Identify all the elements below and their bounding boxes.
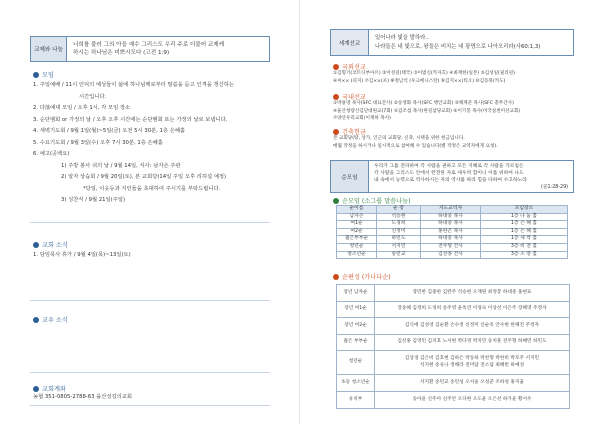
table-row xyxy=(337,375,570,392)
meeting-item: 3) 성찬식 / 9월 21일(주일) xyxy=(61,197,126,203)
world-mission-label: 세계선교 xyxy=(331,30,369,55)
account-title: 교회계좌 xyxy=(33,384,66,393)
table-cell: 3층 비 전 홀 xyxy=(481,243,568,251)
account-info xyxy=(33,392,269,404)
domestic-mission-line: ⑦양산우리교회(이재하 목사) xyxy=(333,116,391,122)
small-group-verse-line: 각 사람을 그리스도 안에서 완전한 자로 세우려 함이니 이를 위하여 나도 xyxy=(374,170,524,176)
table-cell: 송민교 xyxy=(377,251,421,259)
foreign-mission-line: ⑥씨×× (피지) ⑦김××(포) ⑧정남석 (우크베니스탄) ⑨김지××(티오) ⑩김동북(카도) xyxy=(333,78,506,84)
foreign-mission-line: ①김형기(코트디부아르) ②이성길(태국) ③이범신(카자흐) ④최재한(일본) ⑤김성일(필리핀) xyxy=(333,71,515,76)
foreign-mission-title: 국외선교 xyxy=(333,62,366,71)
table-row xyxy=(337,285,570,302)
bullet-icon xyxy=(333,94,339,100)
roster-members: 강송혜 김정희 도경희 송주영 윤옥연 이경숙 이상선 이은주 장혜영 주정자 xyxy=(375,301,570,318)
foreign-mission-list xyxy=(333,70,573,85)
bullet-icon xyxy=(33,242,39,248)
roster-members-line: 김상경 김은비 김호현 김하은 박동하 박찬형 박한비 박포주 서지민 xyxy=(404,356,540,362)
table-cell: 여1순 xyxy=(337,221,377,229)
table-cell: 하민도 xyxy=(377,236,421,244)
table-row xyxy=(337,392,570,409)
table-row xyxy=(337,243,568,251)
table-cell: 1층 새 싹 홀 xyxy=(481,236,568,244)
table-cell: 하대중 목사 xyxy=(421,236,481,244)
table-row xyxy=(337,221,568,229)
small-group-verse-line: 내 속에서 능력으로 역사하시는 자의 역사를 따라 힘을 다하여 수고하노라 xyxy=(374,177,527,183)
fellowship-verse-line: 하시는 하나님은 미쁘시도다 (고전 1:9) xyxy=(73,50,170,56)
small-group-verse-box xyxy=(330,160,574,193)
small-group-verse xyxy=(369,161,573,192)
bullet-icon xyxy=(333,198,339,204)
domestic-mission-line: ④울산청량산김단대원교(7회) ⑤김조섭 목사(한길삼당교회) ⑥이기봉 목사(미국실천미선교회) xyxy=(333,108,521,114)
group-schedule-table xyxy=(336,205,568,259)
table-row xyxy=(337,351,570,375)
table-cell: 홍한곤 목사 xyxy=(421,228,481,236)
column-header: 모임장소 xyxy=(481,206,568,214)
account-number: 농협 351-0805-2788-63 을산성김의교회 xyxy=(33,394,132,400)
small-group-label: 순모임 xyxy=(331,161,369,192)
group-schedule-title: 순모임 (소그룹 말씀나눔) xyxy=(333,196,411,205)
building-fund-text xyxy=(333,135,573,150)
church-news-list xyxy=(33,250,269,262)
table-cell: 여2순 xyxy=(337,228,377,236)
roster-members xyxy=(375,351,570,375)
table-cell: 1층 나 눔 홀 xyxy=(481,213,568,221)
fellowship-verse xyxy=(67,37,269,61)
domestic-mission-line: ①박용영 목사(SFC 대표간사) ②송영화 목사(SFC 행안교회) ③채재준 목사(SFC 총무간사) xyxy=(333,101,514,106)
fellowship-verse-line: 너희를 불러 그의 아들 예수 그리스도 우리 주로 더불어 교제케 xyxy=(73,42,225,48)
column-header: 순 장 xyxy=(377,206,421,214)
meeting-item: 3. 순단멤회 or 가정의 날 / 오후 오후 시간에는 순단멤회 또는 가정의 날로 보냅니다. xyxy=(33,116,228,123)
church-news-item: 1. 담임목사 휴가 / 9월 4일(목)~13일(토) xyxy=(33,252,131,258)
table-cell: 신정미 xyxy=(377,228,421,236)
meeting-item: 4. 새벽기도회 / 9월 1일(월)~5일(금) 오전 5시 30분, 1층 은혜홀 xyxy=(33,128,186,134)
group-roster-table xyxy=(336,284,570,409)
roster-group-label: 장년 남자순 xyxy=(337,285,375,302)
roster-members-line: 석지현 송유나 정해라 전미담 전소담 최혜빈 하예성 xyxy=(419,362,525,368)
table-row xyxy=(337,228,568,236)
roster-group-label: 유치부 xyxy=(337,392,375,409)
meeting-item: 2. 다落예대 모임 / 오후 1시, 각 모임 장소 xyxy=(33,105,131,111)
table-row xyxy=(337,236,568,244)
table-cell: 전주형 간사 xyxy=(421,243,481,251)
world-verse-line: 일어나라 빛을 발하라.. xyxy=(375,35,429,41)
table-cell: 석승현 xyxy=(377,213,421,221)
table-cell: 청년순 xyxy=(337,243,377,251)
small-group-verse-ref: (골1:28-29) xyxy=(541,184,568,190)
table-cell: 1층 은 혜 홀 xyxy=(481,221,568,229)
table-cell: 남자손 xyxy=(337,213,377,221)
roster-members: 서지환 송민교 송민성 오서윤 오성준 조하성 홍지율 xyxy=(375,375,570,392)
world-mission-box xyxy=(330,29,574,56)
roster-group-label: 청년순 xyxy=(337,351,375,375)
building-fund-title: 건축헌금 xyxy=(333,127,366,136)
meeting-item: *당일, 이웃등과 지인들을 초대하여 주시기를 부탁드립니다. xyxy=(83,185,221,192)
column-header: 순이름 xyxy=(337,206,377,214)
small-group-verse-line: 우리가 그를 전파하여 각 사람을 권하고 모든 지혜로 각 사람을 가르침은 xyxy=(374,163,524,169)
table-cell: 하대중 목사 xyxy=(421,213,481,221)
table-row xyxy=(337,213,568,221)
table-cell: 청소년순 xyxy=(337,251,377,259)
bullet-icon xyxy=(333,64,339,70)
domestic-mission-list xyxy=(333,100,573,123)
world-mission-verse xyxy=(369,30,573,55)
roster-members: 김선홍 김영민 김지호 노서현 박다영 박지민 송치훈 전주형 하혜민 하민도 xyxy=(375,334,570,351)
meeting-item: 6. 예고(공백요) xyxy=(33,151,70,157)
roster-group-label: 젊은 부부순 xyxy=(337,334,375,351)
fellowship-label: 교제와 나눔 xyxy=(31,37,67,61)
table-cell: 젊은부부순 xyxy=(337,236,377,244)
section-divider xyxy=(30,300,270,301)
roster-group-label: 장년 여1순 xyxy=(337,301,375,318)
column-header: 지도교역자 xyxy=(421,206,481,214)
roster-members: 장민한 김종한 김완주 석승현 오재원 최정봉 하대중 홍현표 xyxy=(375,285,570,302)
roster-members: 김식애 김성영 김순환 손수정 신정미 신순옥 안수현 한해진 주정자 xyxy=(375,318,570,335)
meeting-item: 2) 알자 상습회 / 9월 20일(토), 본 교회당(14일 주일 오후 리허설 예정) xyxy=(61,174,227,180)
meeting-list xyxy=(33,80,269,207)
meeting-item: 1) 주방 봉사 쉬의 날 / 9월 14일, 식사: 남자손 주관 xyxy=(61,162,181,169)
church-news-title: 교회 소식 xyxy=(33,240,68,249)
bullet-icon xyxy=(33,72,39,78)
member-news-title: 교우 소식 xyxy=(33,315,68,324)
roster-members: 송아윤 신주아 신주안 오다현 오도윤 오은선 하가윤 황서우 xyxy=(375,392,570,409)
section-divider xyxy=(30,222,270,223)
table-header-row xyxy=(337,206,568,214)
bullet-icon xyxy=(33,317,39,323)
section-divider xyxy=(30,405,270,406)
group-roster-title: 순편성 (가나다순) xyxy=(333,272,391,281)
roster-group-label: 장년 여2순 xyxy=(337,318,375,335)
table-row xyxy=(337,334,570,351)
bullet-icon xyxy=(333,129,339,135)
meeting-item: 시간입니다. xyxy=(79,93,107,100)
fellowship-verse-box xyxy=(30,36,270,62)
table-cell: 하대중 목사 xyxy=(421,221,481,229)
table-cell: 1층 은 혜 홀 xyxy=(481,228,568,236)
bullet-icon xyxy=(33,386,39,392)
meeting-item: 5. 수요기도회 / 9월 3일(수) 오후 7시 30분, 1층 은혜홀 xyxy=(33,139,163,146)
table-row xyxy=(337,251,568,259)
table-cell: 김선종 간사 xyxy=(421,251,481,259)
section-divider xyxy=(30,372,270,373)
table-cell: 도경희 xyxy=(377,221,421,229)
world-verse-line: 나라들은 네 빛으로, 왕들은 비치는 네 광명으로 나아오리라(사60:1,3) xyxy=(375,43,541,50)
table-row xyxy=(337,301,570,318)
roster-group-label: 초등 청소년순 xyxy=(337,375,375,392)
meeting-item: 1. 주일예배 / 11시 인덕의 예성들이 삶에 하나님께로부터 말씀을 듣고 인격을 갱신하는 xyxy=(33,82,234,88)
domestic-mission-title: 국내선교 xyxy=(333,92,366,101)
building-fund-line: 본 교회당(땅, 상가, 인근의 교회당, 신축, 시택을 위한 헌금입니다. xyxy=(333,136,465,141)
table-cell: 서지민 xyxy=(377,243,421,251)
building-fund-line: 매월 작정을 하시거나 일시적으로 참여해 수 있습니다(별 작정은 교역자에게 요청). xyxy=(333,143,498,149)
page-divider xyxy=(299,0,300,424)
table-cell: 3층 소 망 홀 xyxy=(481,251,568,259)
bullet-icon xyxy=(333,274,339,280)
meeting-section-title: 모임 xyxy=(33,70,54,79)
table-row xyxy=(337,318,570,335)
